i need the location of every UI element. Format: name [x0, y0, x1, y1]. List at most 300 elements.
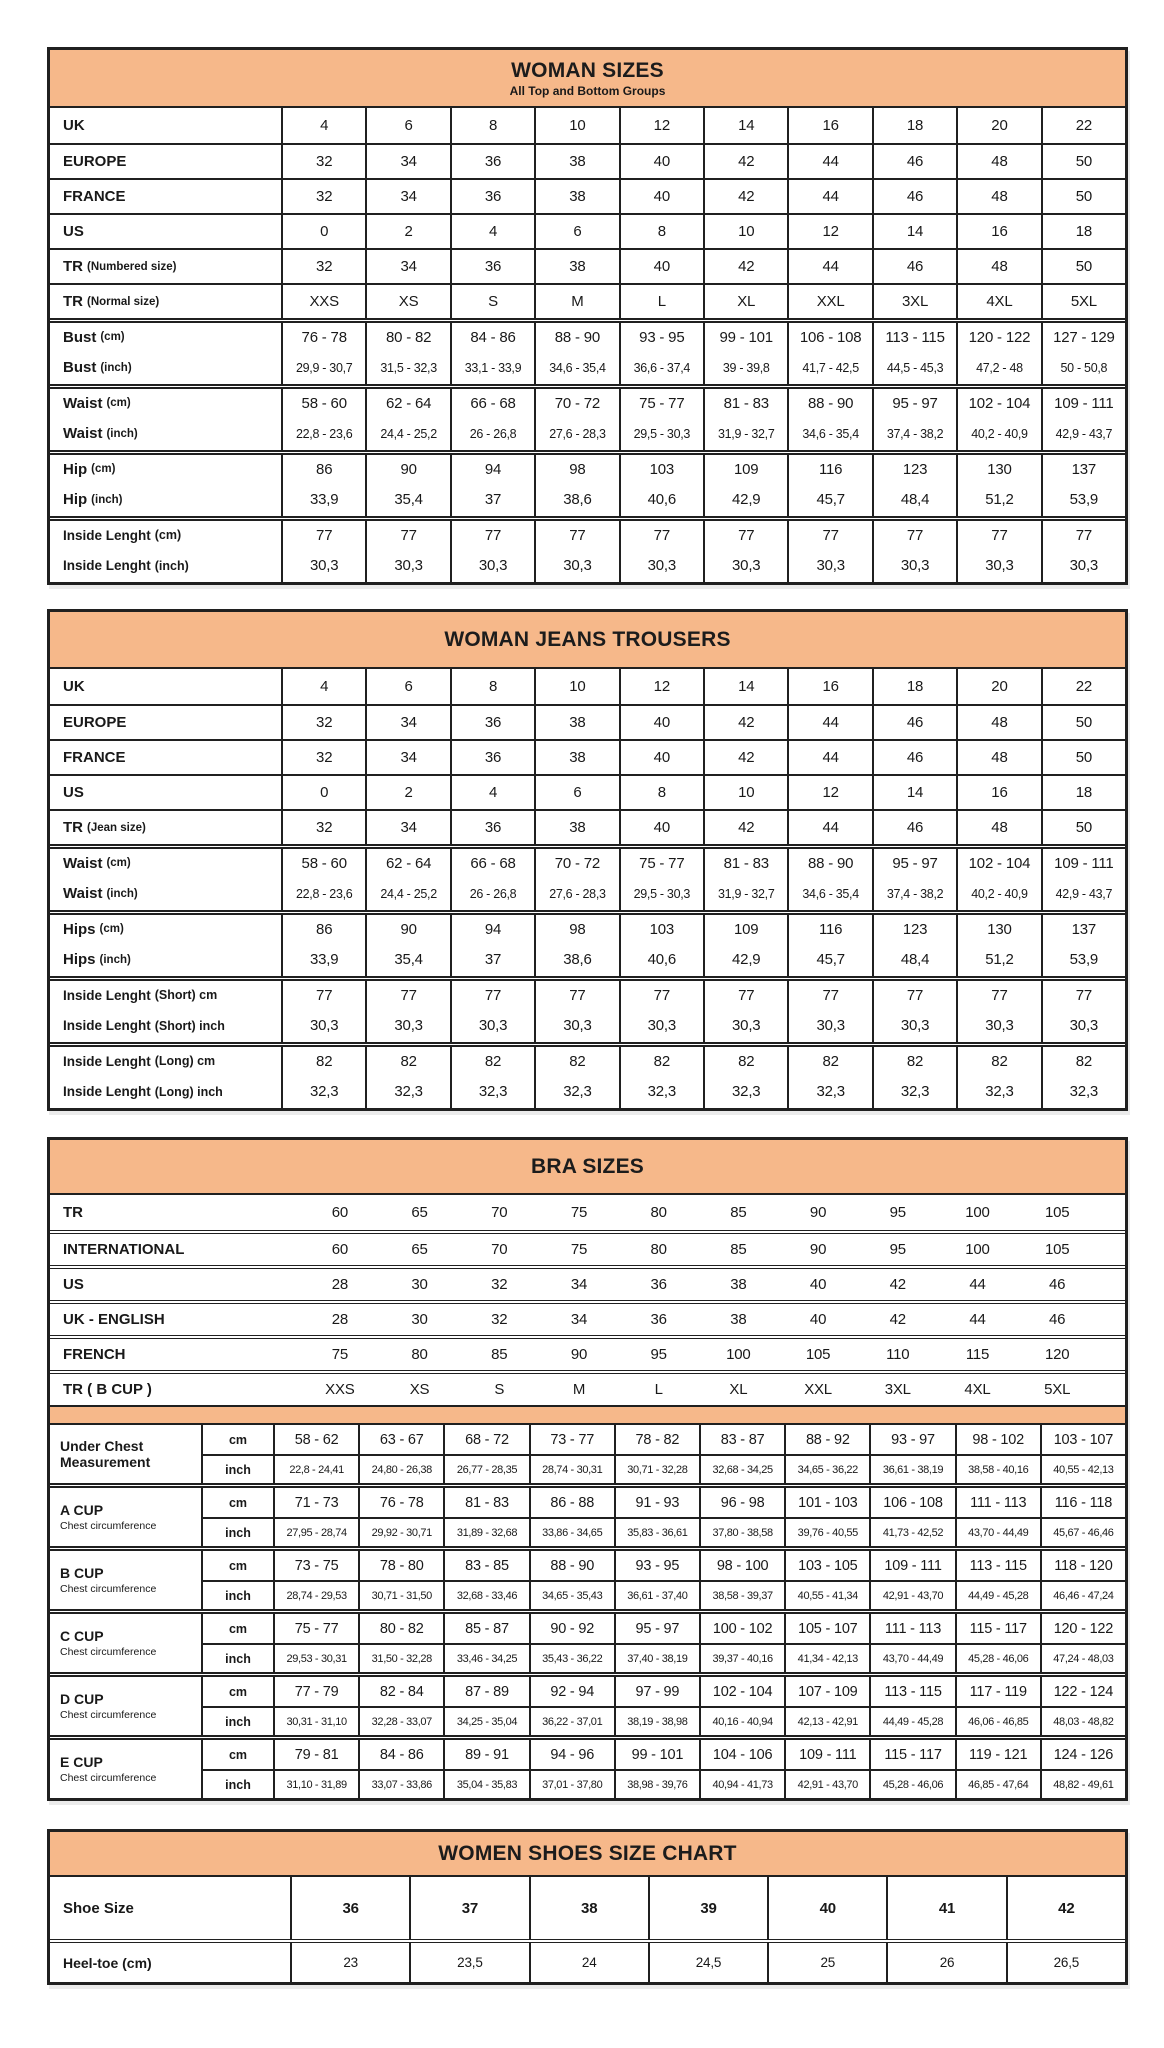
- size-value: 77: [1041, 521, 1125, 549]
- size-value: 42: [703, 706, 787, 739]
- size-value: 81 - 83: [703, 849, 787, 877]
- size-value: 51,2: [956, 943, 1040, 976]
- row-label-text: Inside Lenght: [63, 1018, 151, 1033]
- size-value: 42: [703, 811, 787, 844]
- size-value: 6: [365, 108, 449, 143]
- row-label: [50, 250, 281, 283]
- row-label: [50, 145, 281, 178]
- size-value: 116 - 118: [1040, 1488, 1125, 1517]
- size-value: 88 - 90: [534, 323, 618, 351]
- row-label-text: US: [63, 1276, 84, 1293]
- size-value: 77: [1041, 981, 1125, 1009]
- size-value: 48,82 - 49,61: [1040, 1771, 1125, 1798]
- size-value: 34,65 - 35,43: [529, 1582, 614, 1609]
- size-value: 62 - 64: [365, 849, 449, 877]
- size-value: 34: [365, 180, 449, 213]
- size-value: 34: [365, 145, 449, 178]
- size-value: 30: [411, 1276, 428, 1293]
- size-value: 100 - 102: [699, 1614, 784, 1643]
- size-value: XXL: [787, 285, 871, 318]
- size-value: 27,6 - 28,3: [534, 417, 618, 450]
- size-value: 93 - 95: [619, 323, 703, 351]
- size-value: 30,3: [534, 549, 618, 582]
- size-value: 65: [411, 1241, 428, 1258]
- size-value: 48: [956, 180, 1040, 213]
- unit-label: inch: [225, 1588, 251, 1603]
- size-value: 98 - 102: [955, 1425, 1040, 1454]
- row-label-text: Waist: [63, 854, 103, 872]
- size-value: 65: [411, 1204, 428, 1221]
- size-value: 28: [331, 1276, 348, 1293]
- cup-row: [203, 1454, 1125, 1483]
- table-row: [50, 877, 1125, 910]
- row-label-text: TR: [63, 258, 83, 275]
- size-value: 82: [365, 1047, 449, 1075]
- size-value: 58 - 62: [273, 1425, 358, 1454]
- size-value: 46: [872, 706, 956, 739]
- size-value: 42,9: [703, 943, 787, 976]
- size-value: 23: [290, 1943, 409, 1982]
- size-value: 37: [450, 943, 534, 976]
- size-value: 50: [1041, 250, 1125, 283]
- cup-label: C CUP: [60, 1628, 104, 1645]
- size-value: 111 - 113: [869, 1614, 954, 1643]
- size-value: 35,04 - 35,83: [443, 1771, 528, 1798]
- table-row: [50, 943, 1125, 976]
- size-value: 88 - 90: [529, 1551, 614, 1580]
- size-value: 0: [281, 215, 365, 248]
- size-value: 38: [534, 811, 618, 844]
- size-value: 34,65 - 36,22: [784, 1456, 869, 1483]
- size-value: 88 - 92: [784, 1425, 869, 1454]
- size-value: 80 - 82: [365, 323, 449, 351]
- table-row: [50, 516, 1125, 549]
- size-value: 38: [534, 250, 618, 283]
- size-value: 87 - 89: [443, 1677, 528, 1706]
- size-value: 106 - 108: [787, 323, 871, 351]
- size-value: 38: [534, 706, 618, 739]
- cup-label: E CUP: [60, 1754, 103, 1771]
- row-label: [50, 849, 281, 877]
- size-value: 97 - 99: [614, 1677, 699, 1706]
- cup-label: B CUP: [60, 1565, 104, 1582]
- row-label-text: Hips: [63, 920, 96, 938]
- size-value: 30: [411, 1311, 428, 1328]
- size-value: 43,70 - 44,49: [869, 1645, 954, 1672]
- size-value: 48,4: [872, 483, 956, 516]
- size-value: 116: [787, 455, 871, 483]
- unit-label: cm: [228, 1495, 248, 1510]
- row-label-text: Hips: [63, 951, 96, 968]
- size-value: 60: [331, 1204, 348, 1221]
- size-value: 42: [703, 145, 787, 178]
- size-value: 23,5: [409, 1943, 528, 1982]
- size-value: 26,5: [1006, 1943, 1125, 1982]
- size-value: 93 - 95: [614, 1551, 699, 1580]
- size-value: 41,73 - 42,52: [869, 1519, 954, 1546]
- unit-label: inch: [225, 1462, 251, 1477]
- size-value: 77: [534, 981, 618, 1009]
- size-value: 45,28 - 46,06: [869, 1771, 954, 1798]
- cup-row: [203, 1425, 1125, 1454]
- size-value: 82: [534, 1047, 618, 1075]
- size-value: 75 - 77: [619, 389, 703, 417]
- size-value: 34: [365, 706, 449, 739]
- size-value: 95: [889, 1241, 906, 1258]
- size-value: 109: [703, 915, 787, 943]
- size-value: 82: [956, 1047, 1040, 1075]
- size-value: 90: [570, 1346, 588, 1363]
- unit-label: cm: [228, 1747, 248, 1762]
- size-value: 105: [805, 1346, 831, 1363]
- size-value: 18: [872, 108, 956, 143]
- size-value: 42: [703, 180, 787, 213]
- woman-sizes-body: [50, 108, 1125, 582]
- row-label-sub: (cm): [106, 397, 131, 409]
- table-row: [50, 450, 1125, 483]
- row-label: [50, 417, 281, 450]
- size-value: 36: [450, 706, 534, 739]
- size-value: 75 - 77: [619, 849, 703, 877]
- size-value: 42,9: [703, 483, 787, 516]
- size-value: 40,55 - 41,34: [784, 1582, 869, 1609]
- size-value: 36,6 - 37,4: [619, 351, 703, 384]
- cup-row: [203, 1488, 1125, 1517]
- size-value: 82 - 84: [358, 1677, 443, 1706]
- size-value: 10: [703, 776, 787, 809]
- size-value: 86: [281, 455, 365, 483]
- cup-row: [203, 1740, 1125, 1769]
- size-value: 4: [281, 669, 365, 704]
- size-value: 46,85 - 47,64: [955, 1771, 1040, 1798]
- size-value: 8: [450, 669, 534, 704]
- row-label: [50, 323, 281, 351]
- woman-sizes-header: [50, 50, 1125, 108]
- size-value: 104 - 106: [699, 1740, 784, 1769]
- size-value: 44: [787, 250, 871, 283]
- size-value: 48: [956, 250, 1040, 283]
- bra-sizes-header: [50, 1140, 1125, 1195]
- size-value: 37: [450, 483, 534, 516]
- size-value: 34,6 - 35,4: [787, 877, 871, 910]
- size-value: 63 - 67: [358, 1425, 443, 1454]
- size-value: 77: [619, 981, 703, 1009]
- bra-sizes-table: [47, 1137, 1128, 1801]
- table-row: [50, 704, 1125, 739]
- size-value: 44,49 - 45,28: [955, 1582, 1040, 1609]
- table-row: [50, 739, 1125, 774]
- size-value: 32: [281, 811, 365, 844]
- size-value: 50: [1041, 706, 1125, 739]
- size-value: 62 - 64: [365, 389, 449, 417]
- size-value: 81 - 83: [443, 1488, 528, 1517]
- table-row: [50, 809, 1125, 844]
- size-value: 45,28 - 46,06: [955, 1645, 1040, 1672]
- unit-label: inch: [225, 1777, 251, 1792]
- size-value: 38: [730, 1276, 747, 1293]
- size-value: 46,06 - 46,85: [955, 1708, 1040, 1735]
- cup-row: [203, 1643, 1125, 1672]
- size-value: 82: [1041, 1047, 1125, 1075]
- size-value: 32: [281, 706, 365, 739]
- row-label-sub: (inch): [154, 558, 189, 573]
- size-value: 32: [281, 180, 365, 213]
- size-value: 31,5 - 32,3: [365, 351, 449, 384]
- row-label-sub: (Jean size): [87, 821, 146, 834]
- size-value: 98: [534, 915, 618, 943]
- women-shoes-size-chart-body: [50, 1877, 1125, 1982]
- size-value: 10: [703, 215, 787, 248]
- size-value: 37,01 - 37,80: [529, 1771, 614, 1798]
- row-label-text: EUROPE: [63, 714, 127, 731]
- size-value: 37,4 - 38,2: [872, 417, 956, 450]
- size-value: 32,3: [956, 1075, 1040, 1108]
- row-label: [50, 1009, 281, 1042]
- size-value: 41,7 - 42,5: [787, 351, 871, 384]
- unit-label: cm: [228, 1684, 248, 1699]
- row-label: [50, 1195, 300, 1230]
- size-value: 77: [281, 981, 365, 1009]
- cup-sublabel: Chest circumference: [60, 1708, 157, 1721]
- cup-group: [50, 1609, 1125, 1672]
- table-row: [50, 1335, 1125, 1370]
- size-value: 34,25 - 35,04: [443, 1708, 528, 1735]
- row-label: [50, 741, 281, 774]
- size-value: 41: [886, 1877, 1005, 1939]
- cup-sublabel: Chest circumference: [60, 1519, 157, 1532]
- size-value: 76 - 78: [358, 1488, 443, 1517]
- table-row: [50, 417, 1125, 450]
- size-value: 109 - 111: [784, 1740, 869, 1769]
- size-value: 44,5 - 45,3: [872, 351, 956, 384]
- size-value: 95: [650, 1346, 667, 1363]
- women-shoes-size-chart-header: [50, 1832, 1125, 1877]
- size-value: 4: [281, 108, 365, 143]
- size-value: 82: [281, 1047, 365, 1075]
- size-value: 27,95 - 28,74: [273, 1519, 358, 1546]
- size-value: 32,3: [281, 1075, 365, 1108]
- size-value: 58 - 60: [281, 389, 365, 417]
- size-value: 22,8 - 23,6: [281, 417, 365, 450]
- size-value: 77: [450, 981, 534, 1009]
- size-value: 30,3: [1041, 549, 1125, 582]
- size-value: 120 - 122: [956, 323, 1040, 351]
- cup-rows: [203, 1425, 1125, 1483]
- size-value: L: [619, 285, 703, 318]
- size-value: 50: [1041, 180, 1125, 213]
- size-value: 100: [965, 1204, 990, 1221]
- table-row: [50, 213, 1125, 248]
- women-shoes-size-chart-title: WOMEN SHOES SIZE CHART: [438, 1841, 737, 1865]
- table-row: [50, 143, 1125, 178]
- size-value: 27,6 - 28,3: [534, 877, 618, 910]
- size-value: 77: [872, 981, 956, 1009]
- size-value: 91 - 93: [614, 1488, 699, 1517]
- size-value: 30,3: [365, 1009, 449, 1042]
- row-label: [50, 1877, 290, 1939]
- size-value: 32,3: [787, 1075, 871, 1108]
- size-value: 105: [1044, 1204, 1070, 1221]
- unit-label: cm: [228, 1621, 248, 1636]
- size-value: XL: [729, 1381, 748, 1398]
- separator-band: [50, 1405, 1125, 1425]
- size-value: 18: [872, 669, 956, 704]
- row-label: [50, 215, 281, 248]
- size-value: 34: [365, 811, 449, 844]
- cup-label-cell: [50, 1740, 203, 1798]
- size-value: 32,68 - 34,25: [699, 1456, 784, 1483]
- size-value: 73 - 75: [273, 1551, 358, 1580]
- size-value: 102 - 104: [699, 1677, 784, 1706]
- women-shoes-size-chart-table: [47, 1829, 1128, 1985]
- size-value: 80: [411, 1346, 428, 1363]
- size-value: 73 - 77: [529, 1425, 614, 1454]
- size-value: XS: [365, 285, 449, 318]
- size-value: 40: [767, 1877, 886, 1939]
- row-label-sub: (Long) inch: [154, 1084, 223, 1099]
- size-value: 16: [956, 776, 1040, 809]
- size-value: 29,53 - 30,31: [273, 1645, 358, 1672]
- row-label: [50, 776, 281, 809]
- size-value: 119 - 121: [955, 1740, 1040, 1769]
- size-value: 117 - 119: [955, 1677, 1040, 1706]
- size-value: 96 - 98: [699, 1488, 784, 1517]
- size-value: 30,31 - 31,10: [273, 1708, 358, 1735]
- size-value: 107 - 109: [784, 1677, 869, 1706]
- size-value: 22,8 - 23,6: [281, 877, 365, 910]
- row-label-text: FRENCH: [63, 1346, 126, 1363]
- size-value: 39 - 39,8: [703, 351, 787, 384]
- size-value: 48,4: [872, 943, 956, 976]
- size-value: 32,68 - 33,46: [443, 1582, 528, 1609]
- cup-row: [203, 1614, 1125, 1643]
- row-label-text: UK - ENGLISH: [63, 1311, 165, 1328]
- row-label-sub: (Short) inch: [154, 1018, 225, 1033]
- size-value: 77 - 79: [273, 1677, 358, 1706]
- size-value: 115 - 117: [955, 1614, 1040, 1643]
- size-value: 38: [529, 1877, 648, 1939]
- size-value: 51,2: [956, 483, 1040, 516]
- size-value: 116: [787, 915, 871, 943]
- size-value: 123: [872, 915, 956, 943]
- size-value: 24,4 - 25,2: [365, 877, 449, 910]
- size-value: 6: [534, 215, 618, 248]
- size-value: 48: [956, 145, 1040, 178]
- unit-label: cm: [228, 1432, 248, 1447]
- row-label: [50, 943, 281, 976]
- unit-label: cm: [228, 1558, 248, 1573]
- table-row: [50, 1230, 1125, 1265]
- size-value: 118 - 120: [1040, 1551, 1125, 1580]
- cup-label-cell: [50, 1425, 203, 1483]
- size-value: 82: [619, 1047, 703, 1075]
- cup-row: [203, 1677, 1125, 1706]
- table-row: [50, 669, 1125, 704]
- table-row: [50, 1877, 1125, 1939]
- size-value: XXS: [325, 1381, 355, 1398]
- size-value: 6: [534, 776, 618, 809]
- row-label: [50, 549, 281, 582]
- size-value: 40: [619, 250, 703, 283]
- row-label-text: Waist: [63, 425, 103, 442]
- size-value: 99 - 101: [703, 323, 787, 351]
- size-value: 8: [619, 776, 703, 809]
- size-value: 14: [703, 669, 787, 704]
- row-label-sub: (Normal size): [87, 295, 160, 308]
- size-value: 122 - 124: [1040, 1677, 1125, 1706]
- size-value: 38: [534, 741, 618, 774]
- size-value: 79 - 81: [273, 1740, 358, 1769]
- size-value: 111 - 113: [955, 1488, 1040, 1517]
- size-value: 18: [1041, 215, 1125, 248]
- size-value: 22: [1041, 669, 1125, 704]
- size-value: 68 - 72: [443, 1425, 528, 1454]
- size-value: 90: [365, 455, 449, 483]
- size-value: 80 - 82: [358, 1614, 443, 1643]
- row-label-text: EUROPE: [63, 153, 127, 170]
- size-value: 39,76 - 40,55: [784, 1519, 869, 1546]
- size-value: 36,61 - 38,19: [869, 1456, 954, 1483]
- unit-label: inch: [225, 1525, 251, 1540]
- size-value: 24,80 - 26,38: [358, 1456, 443, 1483]
- row-label: [50, 389, 281, 417]
- size-value: 90: [365, 915, 449, 943]
- size-value: 8: [450, 108, 534, 143]
- row-label-text: Inside Lenght: [63, 1053, 151, 1069]
- table-row: [50, 178, 1125, 213]
- size-value: 32: [491, 1311, 508, 1328]
- cup-group: [50, 1425, 1125, 1483]
- size-value: 18: [1041, 776, 1125, 809]
- woman-jeans-trousers-title: WOMAN JEANS TROUSERS: [444, 627, 731, 651]
- table-row: [50, 1300, 1125, 1335]
- size-value: 36: [650, 1311, 667, 1328]
- table-row: [50, 774, 1125, 809]
- row-label-text: Waist: [63, 885, 103, 902]
- size-value: 77: [619, 521, 703, 549]
- row-label-text: Inside Lenght: [63, 1084, 151, 1099]
- size-value: 32: [281, 250, 365, 283]
- size-value: 42: [703, 250, 787, 283]
- size-value: 38: [730, 1311, 747, 1328]
- cup-row: [203, 1551, 1125, 1580]
- size-value: 32,3: [703, 1075, 787, 1108]
- size-value: 40: [619, 180, 703, 213]
- size-value: 29,5 - 30,3: [619, 877, 703, 910]
- size-value: 45,67 - 46,46: [1040, 1519, 1125, 1546]
- size-value: 44: [787, 180, 871, 213]
- size-value: 77: [872, 521, 956, 549]
- size-value: 85: [730, 1204, 747, 1221]
- table-row: [50, 976, 1125, 1009]
- size-value: 29,9 - 30,7: [281, 351, 365, 384]
- size-value: 40,16 - 40,94: [699, 1708, 784, 1735]
- size-value: 44: [787, 706, 871, 739]
- size-value: 36: [450, 250, 534, 283]
- size-value: 12: [787, 776, 871, 809]
- size-value: 84 - 86: [450, 323, 534, 351]
- size-value: 81 - 83: [703, 389, 787, 417]
- size-value: 4XL: [964, 1381, 991, 1398]
- size-value: 22: [1041, 108, 1125, 143]
- size-value: XS: [409, 1381, 430, 1398]
- row-label: [50, 483, 281, 516]
- row-label: [50, 351, 281, 384]
- table-row: [50, 108, 1125, 143]
- size-value: 32,3: [1041, 1075, 1125, 1108]
- row-label-sub: (cm): [106, 857, 131, 869]
- size-value: 38,58 - 39,37: [699, 1582, 784, 1609]
